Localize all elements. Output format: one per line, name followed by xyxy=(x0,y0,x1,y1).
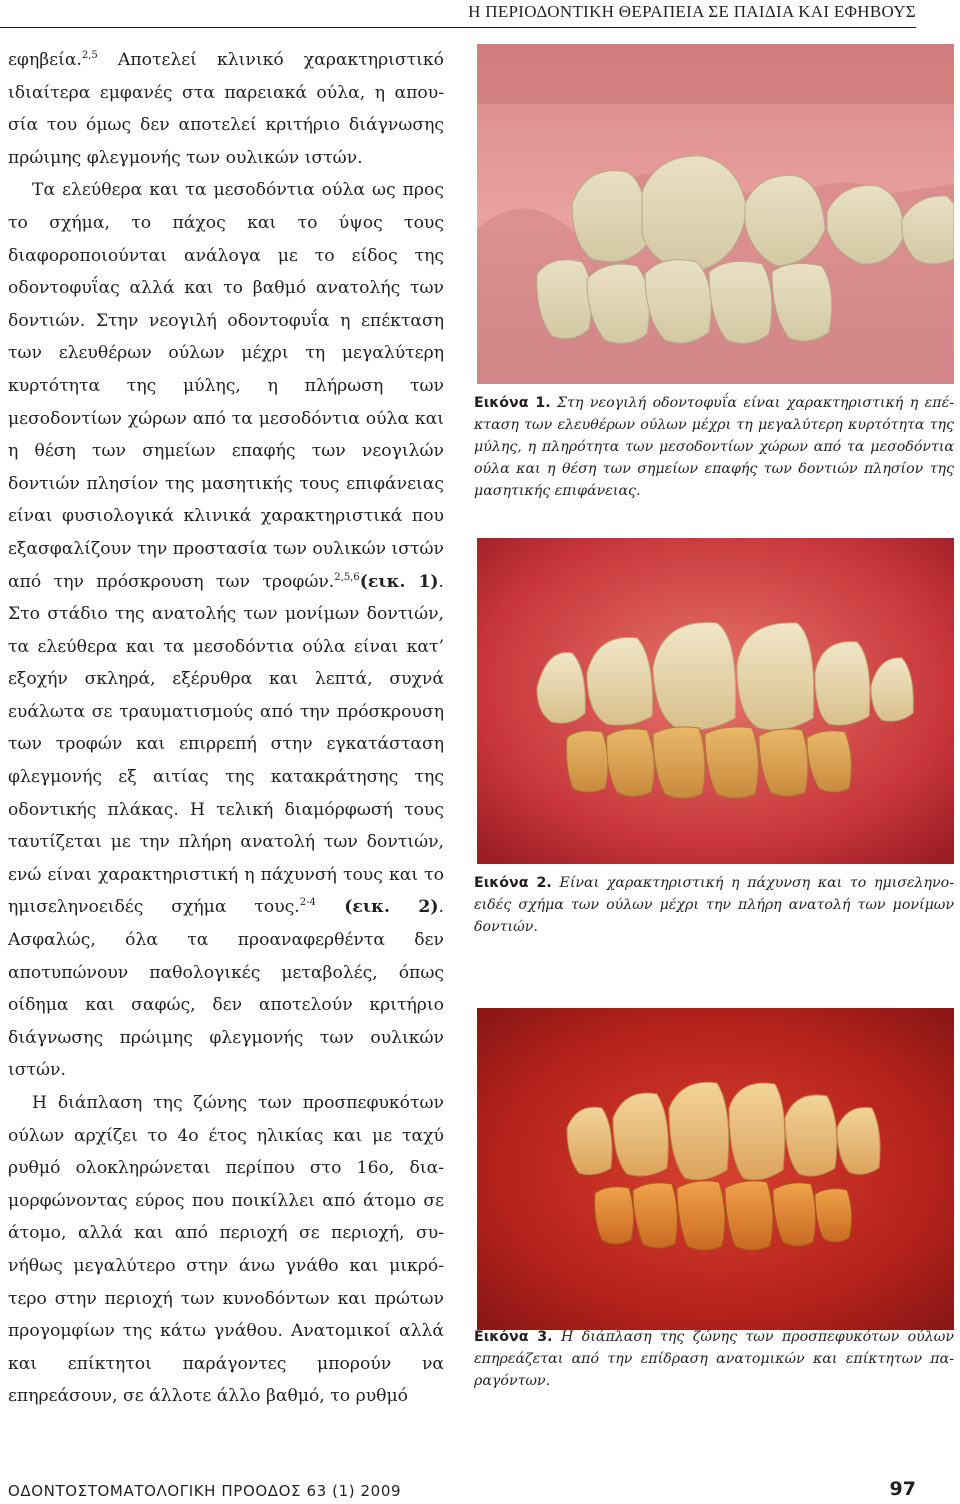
figure-2-caption xyxy=(474,872,954,938)
primary-dentition-photo xyxy=(477,44,954,384)
header-rule xyxy=(0,27,916,28)
paragraph-3 xyxy=(8,1087,444,1413)
figure-3-caption xyxy=(474,1326,954,1392)
figure-reference: (εικ. 2) xyxy=(315,897,439,918)
figure-2-photo xyxy=(477,538,954,864)
mixed-dentition-photo xyxy=(477,538,954,864)
citation-superscript: 2,5 xyxy=(81,50,98,61)
citation-superscript: 2,5,6 xyxy=(334,571,360,583)
text-run: Αποτελεί κλινικό χαρακτηριστικό ιδιαίτερα εμφανές στα παρειακά ούλα, η απουσία του όμως δεν αποτελεί κριτήριο διάγνωσης πρώιμης φλεγμονής των ουλικών ιστών. xyxy=(8,50,444,168)
journal-footer: ΟΔΟΝΤΟΣΤΟΜΑΤΟΛΟΓΙΚΗ ΠΡΟΟΔΟΣ 63 (1) 2009 xyxy=(8,1482,402,1500)
caption-text: Είναι χαρακτηριστική η πάχυνση και το ημισεληνοειδές σχήμα των ούλων μέχρι την πλήρη ανατολή των μονίμων δοντιών. xyxy=(474,875,954,935)
paragraph-2 xyxy=(8,174,444,1087)
figure-1-photo xyxy=(477,44,954,384)
figure-label: Εικόνα 1. xyxy=(474,395,551,411)
inflamed-gingiva-photo xyxy=(477,1008,954,1330)
caption-text: Η διάπλαση της ζώνης των προσπεφυκότων ούλων επηρεάζεται από την επίδραση ανατομικών και επίκτητων παραγόντων. xyxy=(474,1329,954,1389)
figure-label: Εικόνα 2. xyxy=(474,875,552,891)
text-run: . Ασφαλώς, όλα τα προαναφερθέντα δεν αποτυπώνουν παθολογικές μεταβολές, όπως οίδημα και σαφώς, δεν αποτελούν κριτήριο διάγνωσης πρώιμης φλεγμονής των ουλικών ιστών. xyxy=(8,897,444,1081)
text-run: εφηβεία. xyxy=(8,50,82,70)
caption-text: Στη νεογιλή οδοντοφυΐα είναι χαρακτηριστική η επέκταση των ελευθέρων ούλων μέχρι τη μεγαλύτερη κυρτότητα της μύλης, η πληρότητα των μεσοδοντίων χώρων από τα μεσοδόντια ούλα και η θέση των σημείων επαφής των δοντιών πλησίον της μασητικής επιφάνειας. xyxy=(474,395,954,499)
paragraph-1 xyxy=(8,44,444,174)
citation-superscript: 2-4 xyxy=(299,897,316,909)
text-run: . Στο στάδιο της ανατολής των μονίμων δοντιών, τα ελεύθερα και τα μεσοδόντια ούλα είναι κατ’ εξοχήν σκληρά, εξέρυθρα και λεπτά, συχνά ευάλωτα σε τραυματισμούς από την πρόσκρουση των τροφών και επιρρεπή στην εγκατάσταση φλεγμονής εξ αιτίας της κατακράτησης της οδοντικής πλάκας. Η τελική διαμόρφωσή τους ταυτίζεται με την πλήρη ανατολή των δοντιών, ενώ είναι χαρακτηριστική η πάχυνσή τους και το ημισεληνοειδές σχήμα τους. xyxy=(8,571,445,918)
page-number: 97 xyxy=(889,1478,916,1500)
running-header: Η ΠΕΡΙΟΔΟΝΤΙΚΗ ΘΕΡΑΠΕΙΑ ΣΕ ΠΑΙΔΙΑ ΚΑΙ ΕΦΗΒΟΥΣ xyxy=(468,2,916,21)
figure-3-photo xyxy=(477,1008,954,1330)
figure-reference: (εικ. 1) xyxy=(359,571,439,592)
figure-1-caption xyxy=(474,392,954,502)
text-run: Η διάπλαση της ζώνης των προσπεφυκότων ούλων αρχίζει το 4ο έτος ηλικίας και με ταχύ ρυθμό ολοκληρώνεται περίπου στο 16ο, διαμορφώνοντας εύρος που ποικίλλει από άτομο σε άτομο, αλλά και από περιοχή σε περιοχή, συνήθως μεγαλύτερο στην άνω γνάθο και μικρότερο στην περιοχή των κυνοδόντων και πρώτων προγομφίων της κάτω γνάθου. Ανατομικοί αλλά και επίκτητοι παράγοντες μπορούν να επηρεάσουν, σε άλλοτε άλλο βαθμό, το ρυθμό xyxy=(8,1093,444,1407)
figure-label: Εικόνα 3. xyxy=(474,1329,553,1345)
text-run: Τα ελεύθερα και τα μεσοδόντια ούλα ως προς το σχήμα, το πάχος και το ύψος τους διαφοροποιούνται ανάλογα με το είδος της οδοντοφυΐας αλλά και το βαθμό ανατολής των δοντιών. Στην νεογιλή οδοντοφυΐα η επέκταση των ελευθέρων ούλων μέχρι τη μεγαλύτερη κυρτότητα της μύλης, η πλήρωση των μεσοδοντίων χώρων από τα μεσοδόντια ούλα και η θέση των σημείων επαφής των νεογιλών δοντιών πλησίον της μασητικής τους επιφάνειας είναι φυσιολογικά κλινικά χαρακτηριστικά που εξασφαλίζουν την προστασία των ουλικών ιστών από την πρόσκρουση των τροφών. xyxy=(8,180,444,592)
body-text-column xyxy=(8,44,444,1413)
